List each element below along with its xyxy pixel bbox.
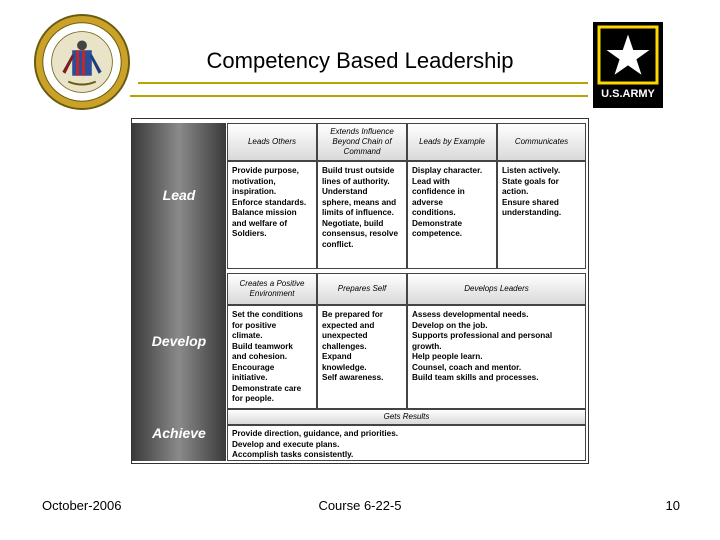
title-rule-lower — [130, 95, 588, 97]
cell-line: Understand — [322, 187, 368, 196]
footer-course: Course 6-22-5 — [318, 498, 402, 513]
cell-line: Help people learn. — [412, 352, 483, 361]
lead-header-leads-by-example: Leads by Example — [407, 123, 497, 161]
cell-line: Display character. — [412, 166, 483, 175]
cell-line: Build teamwork — [232, 341, 293, 351]
cell-line: Lead with — [412, 176, 450, 186]
cell-line: Soldiers. — [232, 229, 267, 238]
lead-cell-communicates — [497, 161, 586, 269]
competency-table — [131, 118, 589, 464]
cell-line: Set the conditions — [232, 310, 303, 319]
cell-line: Be prepared for — [322, 310, 383, 319]
cell-line: consensus, resolve — [322, 229, 398, 238]
lead-row-label — [132, 123, 226, 269]
cell-line: Develop on the job. — [412, 320, 488, 330]
develop-label: Develop — [151, 333, 207, 349]
achieve-row-label — [132, 409, 226, 461]
develop-header-positive-environment: Creates a Positive Environment — [227, 273, 317, 305]
develop-row-label — [132, 269, 226, 409]
cell-line: growth. — [412, 341, 442, 351]
cell-line: initiative. — [232, 373, 268, 382]
cell-line: Develop and execute plans. — [232, 439, 340, 449]
cell-line: Provide direction, guidance, and priorities. — [232, 429, 399, 438]
footer-date: October-2006 — [42, 498, 122, 513]
develop-cell-develops-leaders — [407, 305, 586, 409]
cell-line: Counsel, coach and mentor. — [412, 362, 522, 372]
achieve-header-gets-results: Gets Results — [227, 409, 586, 425]
lead-header-leads-others: Leads Others — [227, 123, 317, 161]
cell-line: expected and — [322, 320, 375, 330]
cell-line: Enforce standards. — [232, 197, 307, 207]
lead-cell-leads-by-example — [407, 161, 497, 269]
lead-header-communicates: Communicates — [497, 123, 586, 161]
lead-header-extends-influence: Extends Influence Beyond Chain of Command — [317, 123, 407, 161]
lead-cell-leads-others — [227, 161, 317, 269]
develop-cell-prepares-self — [317, 305, 407, 409]
cell-line: State goals for — [502, 176, 559, 186]
army-seal-logo — [33, 13, 131, 111]
cell-line: lines of authority. — [322, 176, 390, 186]
cell-line: inspiration. — [232, 187, 277, 196]
cell-line: motivation, — [232, 176, 276, 186]
develop-cell-positive-environment — [227, 305, 317, 409]
cell-line: challenges. — [322, 341, 367, 351]
achieve-cell-gets-results — [227, 425, 586, 461]
cell-line: limits of influence. — [322, 208, 394, 217]
cell-line: Build trust outside — [322, 166, 395, 175]
cell-line: and welfare of — [232, 218, 288, 228]
cell-line: Supports professional and personal — [412, 331, 553, 340]
cell-line: conflict. — [322, 239, 354, 249]
develop-header-prepares-self: Prepares Self — [317, 273, 407, 305]
cell-line: Demonstrate care — [232, 383, 302, 393]
cell-line: sphere, means and — [322, 197, 397, 207]
cell-line: Balance mission — [232, 208, 297, 217]
cell-line: Encourage — [232, 362, 275, 372]
cell-line: competence. — [412, 229, 463, 238]
cell-line: for people. — [232, 394, 274, 403]
cell-line: action. — [502, 187, 529, 196]
cell-line: Build team skills and processes. — [412, 373, 539, 382]
cell-line: understanding. — [502, 208, 562, 217]
cell-line: climate. — [232, 331, 263, 340]
cell-line: knowledge. — [322, 362, 367, 372]
cell-line: Listen actively. — [502, 166, 561, 175]
develop-header-develops-leaders: Develops Leaders — [407, 273, 586, 305]
lead-cell-extends-influence — [317, 161, 407, 269]
cell-line: Ensure shared — [502, 197, 559, 207]
cell-line: conditions. — [412, 208, 456, 217]
cell-line: Assess developmental needs. — [412, 310, 529, 319]
cell-line: for positive — [232, 320, 277, 330]
cell-line: unexpected — [322, 331, 368, 340]
cell-line: Accomplish tasks consistently. — [232, 450, 354, 459]
cell-line: adverse — [412, 197, 443, 207]
cell-line: Demonstrate — [412, 218, 463, 228]
cell-line: confidence in — [412, 187, 465, 196]
cell-line: Provide purpose, — [232, 166, 299, 175]
lead-label: Lead — [162, 187, 196, 203]
cell-line: Negotiate, build — [322, 218, 384, 228]
cell-line: Expand — [322, 352, 352, 361]
title-rule-upper — [138, 82, 588, 84]
achieve-label: Achieve — [152, 425, 206, 441]
cell-line: Self awareness. — [322, 373, 384, 382]
cell-line: and cohesion. — [232, 352, 288, 361]
us-army-logo-text: U.S.ARMY — [601, 88, 655, 100]
slide-title: Competency Based Leadership — [206, 48, 514, 73]
footer-page-number: 10 — [665, 498, 680, 513]
